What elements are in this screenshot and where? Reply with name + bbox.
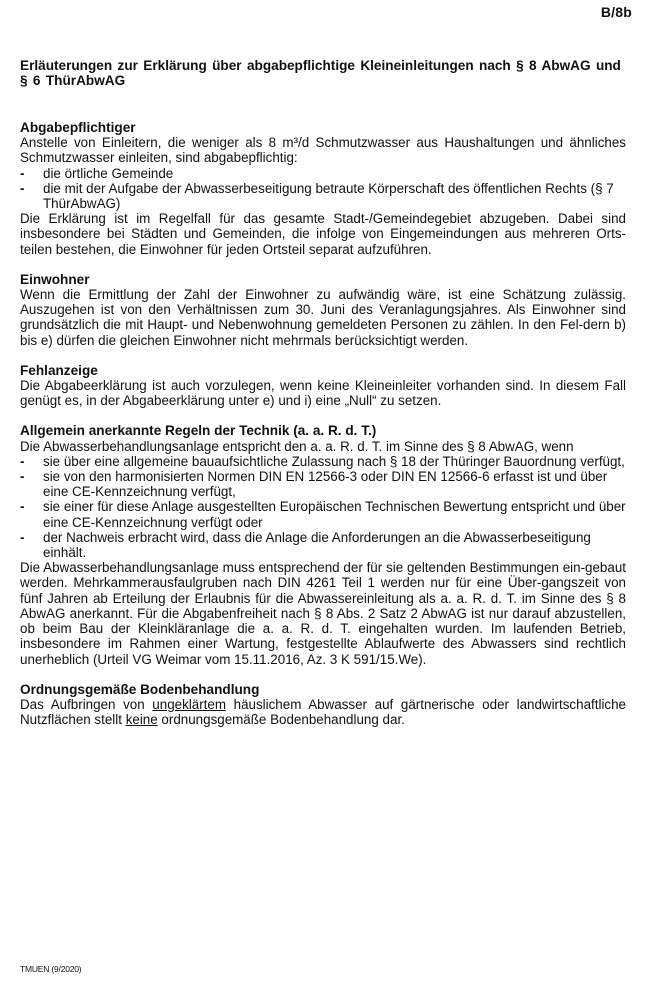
section-abgabepflichtiger: [20, 120, 626, 257]
page-code: B/8b: [600, 4, 632, 20]
dash-bullet-icon: -: [20, 180, 25, 196]
list-item: [20, 530, 626, 560]
list-item: [20, 454, 626, 469]
section-text: Die Abgabeerklärung ist auch vorzulegen, wenn keine Kleineinleiter vorhanden sind. In diesem Fall genügt es, in der Abgabeerklärung unter e) und i) eine „Null“ zu setzen.: [20, 378, 626, 409]
section-einwohner: [20, 272, 626, 348]
list-item: [20, 166, 626, 181]
dash-bullet-icon: -: [20, 469, 25, 485]
dash-bullet-icon: -: [20, 165, 25, 181]
list-item: [20, 469, 626, 499]
section-intro: Die Abwasserbehandlungsanlage entspricht den a. a. R. d. T. im Sinne des § 8 AbwAG, wenn: [20, 438, 574, 454]
dash-bullet-icon: -: [20, 529, 25, 545]
section-intro: Anstelle von Einleitern, die weniger als 8 m³/d Schmutzwasser aus Haushaltungen und ähnliches Schmutzwasser einleiten, sind abgabepflichtig:: [20, 135, 626, 166]
section-heading: Einwohner: [20, 271, 90, 287]
footer-issuer: TMUEN (9/2020): [20, 964, 82, 974]
document-body: [20, 120, 626, 742]
section-heading: Allgemein anerkannte Regeln der Technik (a. a. R. d. T.): [20, 423, 377, 439]
section-heading: Abgabepflichtiger: [20, 120, 136, 135]
underlined-emphasis: keine: [125, 712, 158, 728]
section-heading: Ordnungsgemäße Bodenbehandlung: [20, 681, 260, 697]
section-bodenbehandlung: [20, 682, 626, 728]
underlined-emphasis: ungeklärtem: [152, 696, 226, 712]
list-item: [20, 181, 626, 211]
text-fragment: Das Aufbringen von: [20, 696, 153, 712]
document-title: Erläuterungen zur Erklärung über abgabepflichtige Kleineinleitungen nach § 8 AbwAG und § 6 ThürAbwAG: [20, 58, 621, 88]
list-item-text: der Nachweis erbracht wird, dass die Anlage die Anforderungen an die Abwasserbeseitigung einhält.: [43, 529, 591, 561]
section-text: Wenn die Ermittlung der Zahl der Einwohner zu aufwändig wäre, ist eine Schätzung zulässig. Auszugehen ist von den Verhältnissen zum 30. Juni des Veranlagungsjahres. Als Einwohner sind grundsätzlich die mit Haupt- und Nebenwohnung gemeldeten Personen zu zählen. In den Fel-dern b) bis e) dürfen die gleichen Einwohner nicht mehrmals berücksichtigt werden.: [20, 287, 626, 348]
section-outro: Die Erklärung ist im Regelfall für das gesamte Stadt-/Gemeindegebiet abzugeben. Dabei sind insbesondere bei Städten und Gemeinden, die infolge von Eingemeindungen aus mehreren Orts-teilen bestehen, die Einwohner für jeden Ortsteil separat aufzuführen.: [20, 211, 626, 257]
bullet-list: [20, 166, 626, 212]
list-item-text: sie über eine allgemeine bauaufsichtliche Zulassung nach § 18 der Thüringer Bauordnung verfügt,: [43, 453, 625, 469]
section-heading: Fehlanzeige: [20, 362, 98, 378]
list-item-text: die örtliche Gemeinde: [43, 165, 174, 181]
section-fehlanzeige: [20, 363, 626, 409]
text-fragment: häuslichem Abwasser auf gärtnerische oder landwirtschaftliche Nutzflächen stellt: [20, 696, 627, 728]
list-item-text: die mit der Aufgabe der Abwasserbeseitigung betraute Körperschaft des öffentlichen Rechts (§ 7 ThürAbwAG): [43, 180, 614, 212]
dash-bullet-icon: -: [20, 453, 25, 469]
section-outro: Die Abwasserbehandlungsanlage muss entsprechend der für sie geltenden Bestimmungen ein-gebaut werden. Mehrkammerausfaulgruben nach DIN 4261 Teil 1 werden nur für eine Über-gangszeit von fünf Jahren ab Erteilung der Erlaubnis für die Abwassereinleitung als a. a. R. d. T. im Sinne des § 8 AbwAG anerkannt. Für die Abgabenfreiheit nach § 8 Abs. 2 Satz 2 AbwAG ist nur darauf abzustellen, ob beim Bau der Kleinkläranlage die a. a. R. d. T. eingehalten wurden. Im laufenden Betrieb, insbesondere im Rahmen einer Wartung, festgestellte Ablaufwerte des Abwassers sind rechtlich unerheblich (Urteil VG Weimar vom 15.11.2016, Az. 3 K 591/15.We).: [20, 560, 626, 667]
text-fragment: ordnungsgemäße Bodenbehandlung dar.: [157, 712, 405, 728]
section-text: [20, 697, 626, 727]
section-aardt: [20, 423, 626, 666]
list-item: [20, 499, 626, 529]
bullet-list: [20, 454, 626, 560]
dash-bullet-icon: -: [20, 499, 25, 515]
list-item-text: sie einer für diese Anlage ausgestellten Europäischen Technischen Bewertung entspricht und über eine CE-Kennzeichnung verfügt oder: [43, 499, 626, 530]
list-item-text: sie von den harmonisierten Normen DIN EN 12566-3 oder DIN EN 12566-6 erfasst ist und über eine CE-Kennzeichnung verfügt,: [43, 469, 608, 500]
